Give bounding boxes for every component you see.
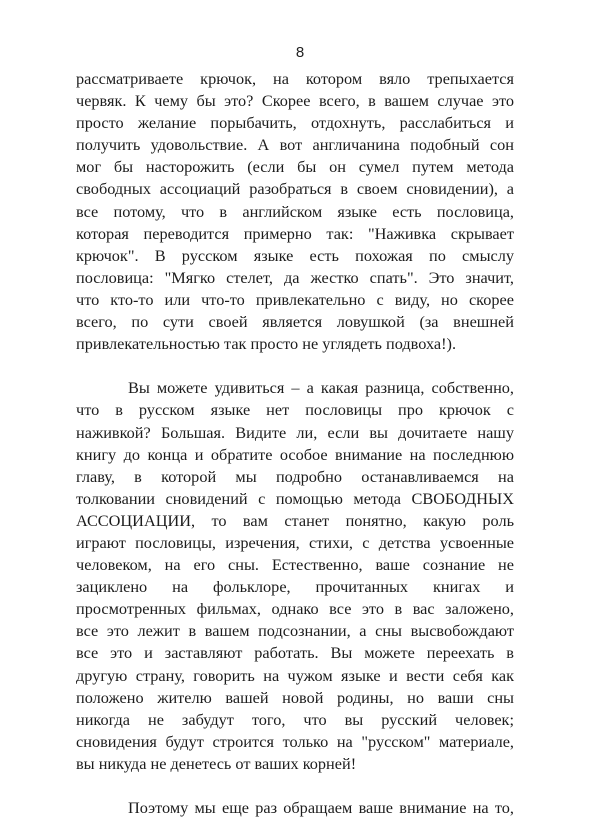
text-line: привлекательностью так просто не углядеть подвоха!). [76,334,457,354]
text-line: рассматриваете крючок, на котором вяло трепыхается [76,69,514,88]
page-number: 8 [295,44,305,61]
text-line: крючок". В русском языке есть похожая по смыслу [76,245,514,265]
paragraph [76,797,514,819]
text-line: свободных ассоциаций разобраться в своем сновидении), а [76,179,514,199]
paragraph [76,68,514,355]
text-line: играют пословицы, изречения, стихи, с детства усвоенные [76,532,514,552]
text-line: толковании сновидений с помощью метода СВОБОДНЫХ [76,488,514,508]
text-line: получить удовольствие. А вот англичанина подобный сон [76,135,514,155]
text-line: просто желание порыбачить, отдохнуть, расслабиться и [76,113,514,133]
text-line: книгу до конца и обратите особое внимание на последнюю [76,444,514,464]
text-line: что кто-то или что-то привлекательно с виду, но скорее [76,289,514,309]
text-line: другую страну, говорить на чужом языке и вести себя как [76,665,514,685]
text-line: зациклено на фольклоре, прочитанных книгах и [76,577,514,597]
text-line: главу, в которой мы подробно останавливаемся на [76,466,514,486]
text-line: положено жителю вашей новой родины, но ваши сны [76,687,514,707]
paragraph [76,377,514,775]
paragraph-gap [76,775,514,797]
text-line: вы никуда не денетесь от ваших корней! [76,753,357,773]
text-line: пословица: "Мягко стелет, да жестко спать". Это значит, [76,267,514,287]
body-text [76,68,514,819]
text-line: наживкой? Большая. Видите ли, если вы дочитаете нашу [76,422,514,442]
text-line: всего, по сути своей является ловушкой (за внешней [76,312,514,332]
text-line: никогда не забудут того, что вы русский человек; [76,709,514,729]
text-line: которая переводится примерно так: "Наживка скрывает [76,223,514,243]
text-line: все потому, что в английском языке есть пословица, [76,201,514,221]
text-line: Поэтому мы еще раз обращаем ваше внимание на то, [128,798,514,818]
text-line: все это и заставляют работать. Вы можете переехать в [76,643,514,663]
text-line: просмотренных фильмах, однако все это в вас заложено, [76,599,514,619]
text-line: человеком, на его сны. Естественно, ваше сознание не [76,555,514,575]
text-line: АССОЦИАЦИИ, то вам станет понятно, какую роль [76,510,514,530]
text-line: червяк. К чему бы это? Скорее всего, в вашем случае это [76,91,514,111]
text-line: все это лежит в вашем подсознании, а сны высвобождают [76,621,514,641]
text-line: Вы можете удивиться – а какая разница, собственно, [128,378,514,398]
text-line: сновидения будут строится только на "русском" материале, [76,731,514,751]
paragraph-gap [76,355,514,377]
text-line: что в русском языке нет пословицы про крючок с [76,400,514,420]
text-line: мог бы насторожить (если бы он сумел путем метода [76,157,514,177]
